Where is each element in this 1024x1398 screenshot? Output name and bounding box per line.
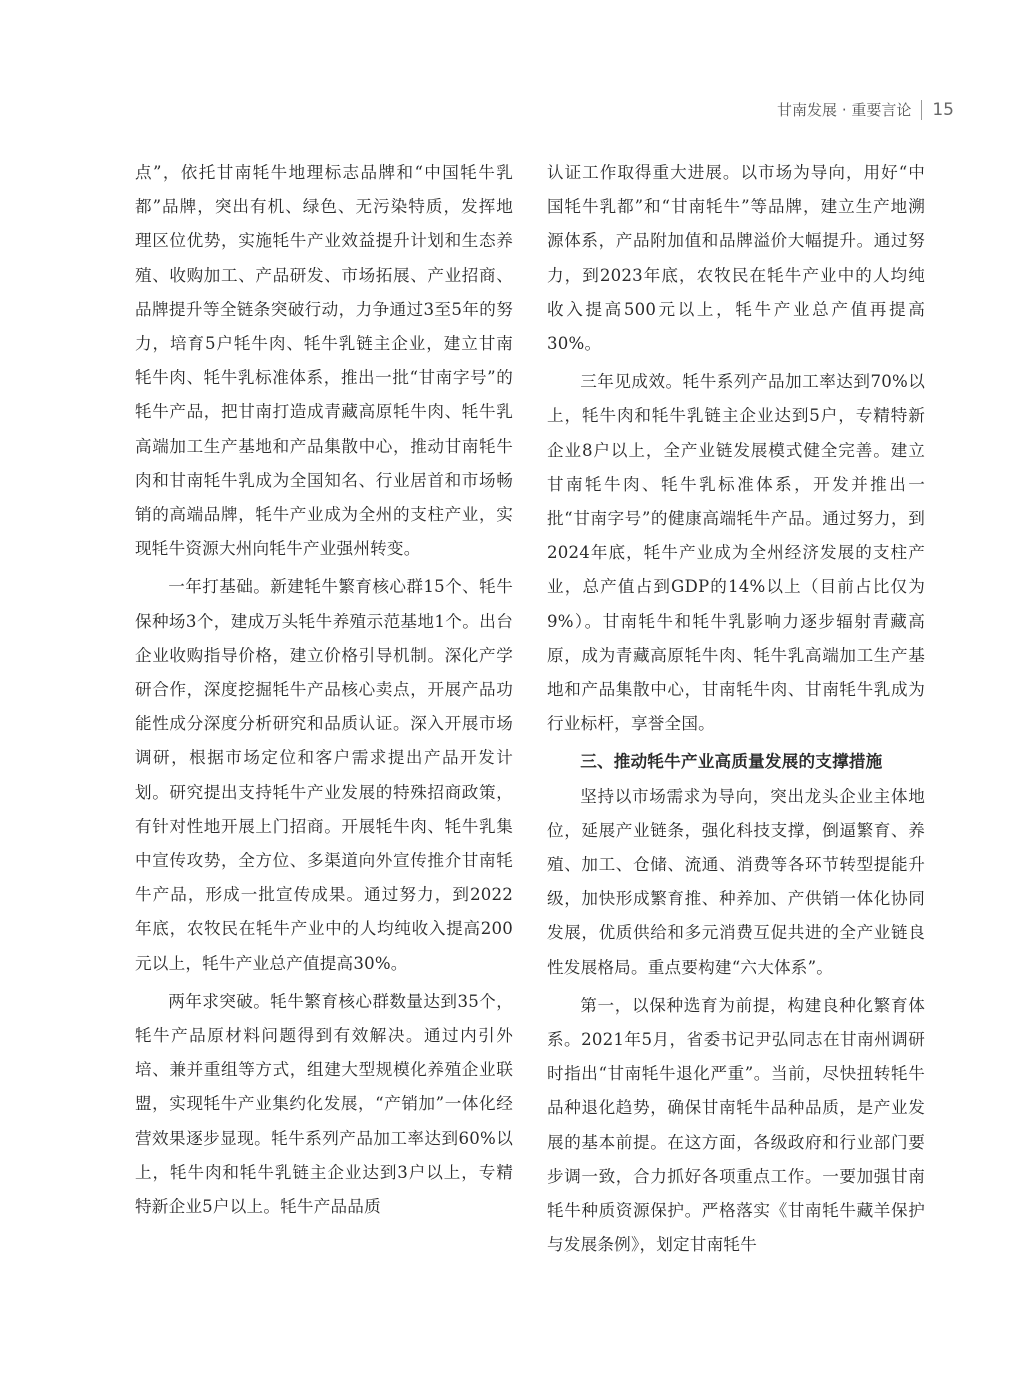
paragraph-year-one <box>135 570 513 980</box>
paragraph-lead: 一年打基础。 <box>168 577 271 597</box>
paragraph-lead: 两年求突破。 <box>168 991 271 1011</box>
paragraph-lead: 三年见成效。 <box>580 372 683 392</box>
paragraph-body: 牦牛繁育核心群数量达到35个，牦牛产品原材料问题得到有效解决。通过内引外培、兼并重组等方式，组建大型规模化养殖企业联盟，实现牦牛产业集约化发展，“产销加”一体化经营效果逐步显现。牦牛系列产品加工率达到60%以上，牦牛肉和牦牛乳链主企业达到3户以上，专精特新企业5户以上。牦牛产品品质 <box>135 991 513 1217</box>
paragraph-body: 新建牦牛繁育核心群15个、牦牛保种场3个，建成万头牦牛养殖示范基地1个。出台企业收购指导价格，建立价格引导机制。深化产学研合作，深度挖掘牦牛产品核心卖点，开展产品功能性成分深度分析研究和品质认证。深入开展市场调研，根据市场定位和客户需求提出产品开发计划。研究提出支持牦牛产业发展的特殊招商政策，有针对性地开展上门招商。开展牦牛肉、牦牛乳集中宣传攻势，全方位、多渠道向外宣传推介甘南牦牛产品，形成一批宣传成果。通过努力，到2022年底，农牧民在牦牛产业中的人均纯收入提高200元以上，牦牛产业总产值提高30%。 <box>135 577 513 973</box>
paragraph-lead: 第一，以保种选育为前提，构建良种化繁育体系。 <box>547 995 925 1050</box>
paragraph-continuation: 点”，依托甘南牦牛地理标志品牌和“中国牦牛乳都”品牌，突出有机、绿色、无污染特质，发挥地理区位优势，实施牦牛产业效益提升计划和生态养殖、收购加工、产品研发、市场拓展、产业招商、品牌提升等全链条突破行动，力争通过3至5年的努力，培育5户牦牛肉、牦牛乳链主企业，建立甘南牦牛肉、牦牛乳标准体系，推出一批“甘南字号”的牦牛产品，把甘南打造成青藏高原牦牛肉、牦牛乳高端加工生产基地和产品集散中心，推动甘南牦牛肉和甘南牦牛乳成为全国知名、行业居首和市场畅销的高端品牌，牦牛产业成为全州的支柱产业，实现牦牛资源大州向牦牛产业强州转变。 <box>135 163 513 559</box>
paragraph-first-measure <box>547 989 925 1263</box>
left-column <box>135 156 513 1228</box>
section-heading: 三、推动牦牛产业高质量发展的支撑措施 <box>580 752 883 772</box>
paragraph-year-three <box>547 365 925 741</box>
page-number: 15 <box>932 99 954 120</box>
paragraph-year-two <box>135 985 513 1224</box>
paragraph-continuation: 认证工作取得重大进展。以市场为导向，用好“中国牦牛乳都”和“甘南牦牛”等品牌，建立生产地溯源体系，产品附加值和品牌溢价大幅提升。通过努力，到2023年底，农牧民在牦牛产业中的人均纯收入提高500元以上，牦牛产业总产值再提高30%。 <box>547 163 925 354</box>
right-column <box>547 156 925 1267</box>
paragraph-body: 牦牛系列产品加工率达到70%以上，牦牛肉和牦牛乳链主企业达到5户，专精特新企业8户以上，全产业链发展模式健全完善。建立甘南牦牛肉、牦牛乳标准体系，开发并推出一批“甘南字号”的健康高端牦牛产品。通过努力，到2024年底，牦牛产业成为全州经济发展的支柱产业，总产值占到GDP的14%以上（目前占比仅为9%）。甘南牦牛和牦牛乳影响力逐步辐射青藏高原，成为青藏高原牦牛肉、牦牛乳高端加工生产基地和产品集散中心，甘南牦牛肉、甘南牦牛乳成为行业标杆，享誉全国。 <box>547 372 926 734</box>
header-divider <box>921 100 922 120</box>
section-title: 甘南发展 · 重要言论 <box>777 101 912 119</box>
paragraph-body: 2021年5月，省委书记尹弘同志在甘南州调研时指出“甘南牦牛退化严重”。当前，尽快扭转牦牛品种退化趋势，确保甘南牦牛品种品质，是产业发展的基本前提。在这方面，各级政府和行业部门要步调一致，合力抓好各项重点工作。一要加强甘南牦牛种质资源保护。严格落实《甘南牦牛藏羊保护与发展条例》，划定甘南牦牛 <box>547 1030 926 1255</box>
running-header <box>777 99 954 120</box>
paragraph-intro: 坚持以市场需求为导向，突出龙头企业主体地位，延展产业链条，强化科技支撑，倒逼繁育、养殖、加工、仓储、流通、消费等各环节转型提能升级，加快形成繁育推、种养加、产供销一体化协同发展，优质供给和多元消费互促共进的全产业链良性发展格局。重点要构建“六大体系”。 <box>547 786 925 977</box>
